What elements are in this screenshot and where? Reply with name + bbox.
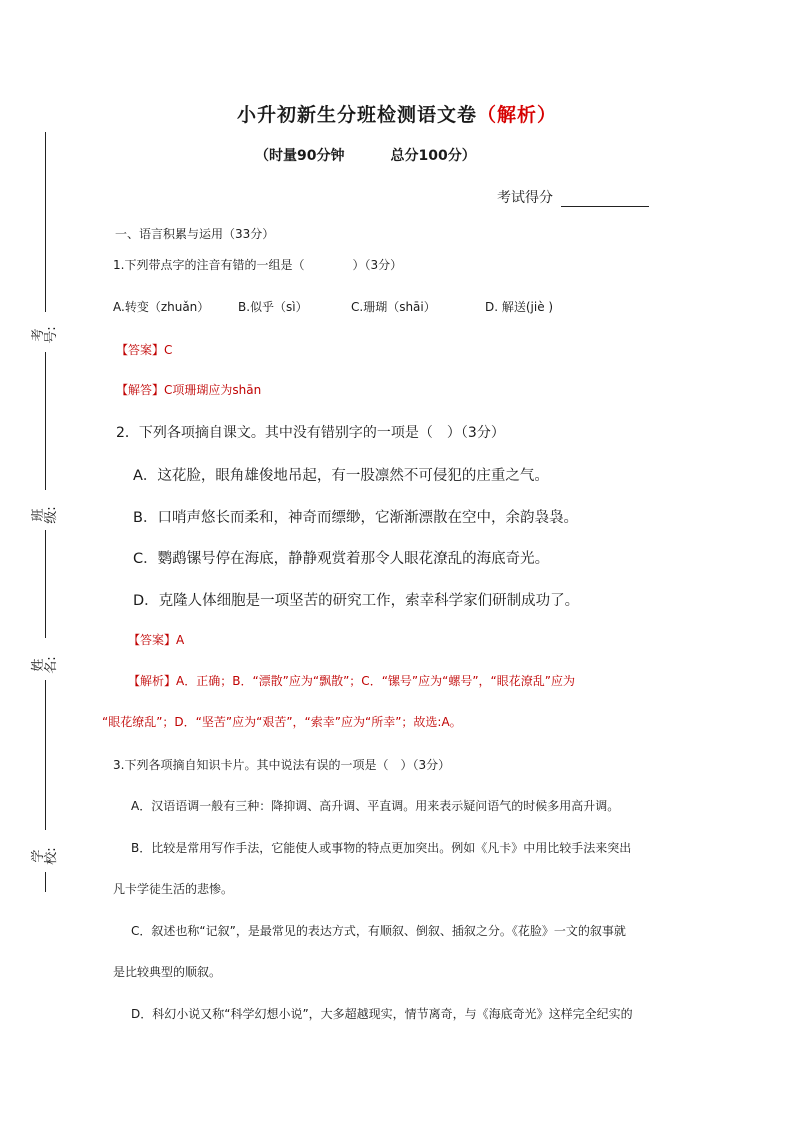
binding-line-1 <box>45 132 46 312</box>
q3-option-c-line-1: C．叙述也称“记叙”，是最常见的表达方式，有顺叙、倒叙、插叙之分。《花脸》一文的叙事就 <box>131 924 626 938</box>
q1-answer: 【答案】C <box>116 343 173 357</box>
q2-stem: 2．下列各项摘自课文。其中没有错别字的一项是（ ）（3分） <box>116 425 505 441</box>
margin-label-class: 班级: <box>32 502 58 528</box>
q1-option-d: D. 解送(jiè ) <box>485 300 554 314</box>
page-title <box>0 100 794 127</box>
score-label: 考试得分 <box>497 190 553 206</box>
q2-option-b: B．口哨声悠长而柔和，神奇而缥缈，它渐渐漂散在空中，余韵袅袅。 <box>133 510 578 526</box>
exam-time: （时量90分钟 <box>255 148 345 164</box>
margin-label-name: 姓名: <box>32 652 58 678</box>
q2-option-a: A．这花脸，眼角雄俊地吊起，有一股凛然不可侵犯的庄重之气。 <box>133 468 549 484</box>
q3-option-b-line-1: B．比较是常用写作手法，它能使人或事物的特点更加突出。例如《凡卡》中用比较手法来突出 <box>131 841 632 855</box>
q1-option-a: A.转变（zhuǎn） <box>113 300 210 314</box>
margin-label-school: 学校: <box>32 843 58 869</box>
q1-option-b: B.似乎（sì） <box>238 300 308 314</box>
q2-option-c: C．鹦鹉镙号停在海底，静静观赏着那令人眼花潦乱的海底奇光。 <box>133 551 550 567</box>
q3-option-a: A．汉语语调一般有三种：降抑调、高升调、平直调。用来表示疑问语气的时候多用高升调。 <box>131 799 620 813</box>
q1-option-c: C.珊瑚（shāi） <box>351 300 436 314</box>
title-main: 小升初新生分班检测语文卷 <box>236 104 477 126</box>
q2-analysis-line-2: “眼花缭乱”；D．“坚苦”应为“艰苦”，“索幸”应为“所幸”；故选:A。 <box>102 715 462 729</box>
score-blank <box>561 192 649 207</box>
exam-info <box>255 145 476 165</box>
q1-analysis: 【解答】C项珊瑚应为shān <box>116 383 262 397</box>
binding-line-2 <box>45 352 46 490</box>
q3-option-c-line-2: 是比较典型的顺叙。 <box>113 965 222 979</box>
exam-total: 总分100分） <box>390 148 476 164</box>
q3-option-d-line-1: D．科幻小说又称“科学幻想小说”，大多超越现实，情节离奇，与《海底奇光》这样完全纪实的 <box>131 1007 633 1021</box>
q2-option-d: D．克隆人体细胞是一项坚苦的研究工作，索幸科学家们研制成功了。 <box>133 593 580 609</box>
q3-stem: 3.下列各项摘自知识卡片。其中说法有误的一项是（ ）（3分） <box>113 758 451 772</box>
binding-line-5 <box>45 872 46 892</box>
q2-answer: 【答案】A <box>128 633 185 647</box>
margin-label-exam-no: 考号: <box>32 322 58 348</box>
q2-analysis-line-1: 【解析】A．正确；B．“漂散”应为“飘散”；C．“镙号”应为“螺号”，“眼花潦乱”应为 <box>128 674 575 688</box>
q1-stem: 1.下列带点字的注音有错的一组是（ ）（3分） <box>113 258 403 272</box>
binding-line-3 <box>45 530 46 638</box>
section-heading: 一、语言积累与运用（33分） <box>115 227 275 241</box>
title-tag: （解析） <box>477 104 558 126</box>
binding-line-4 <box>45 680 46 830</box>
score-field <box>497 187 649 207</box>
q3-option-b-line-2: 凡卡学徒生活的悲惨。 <box>113 882 234 896</box>
